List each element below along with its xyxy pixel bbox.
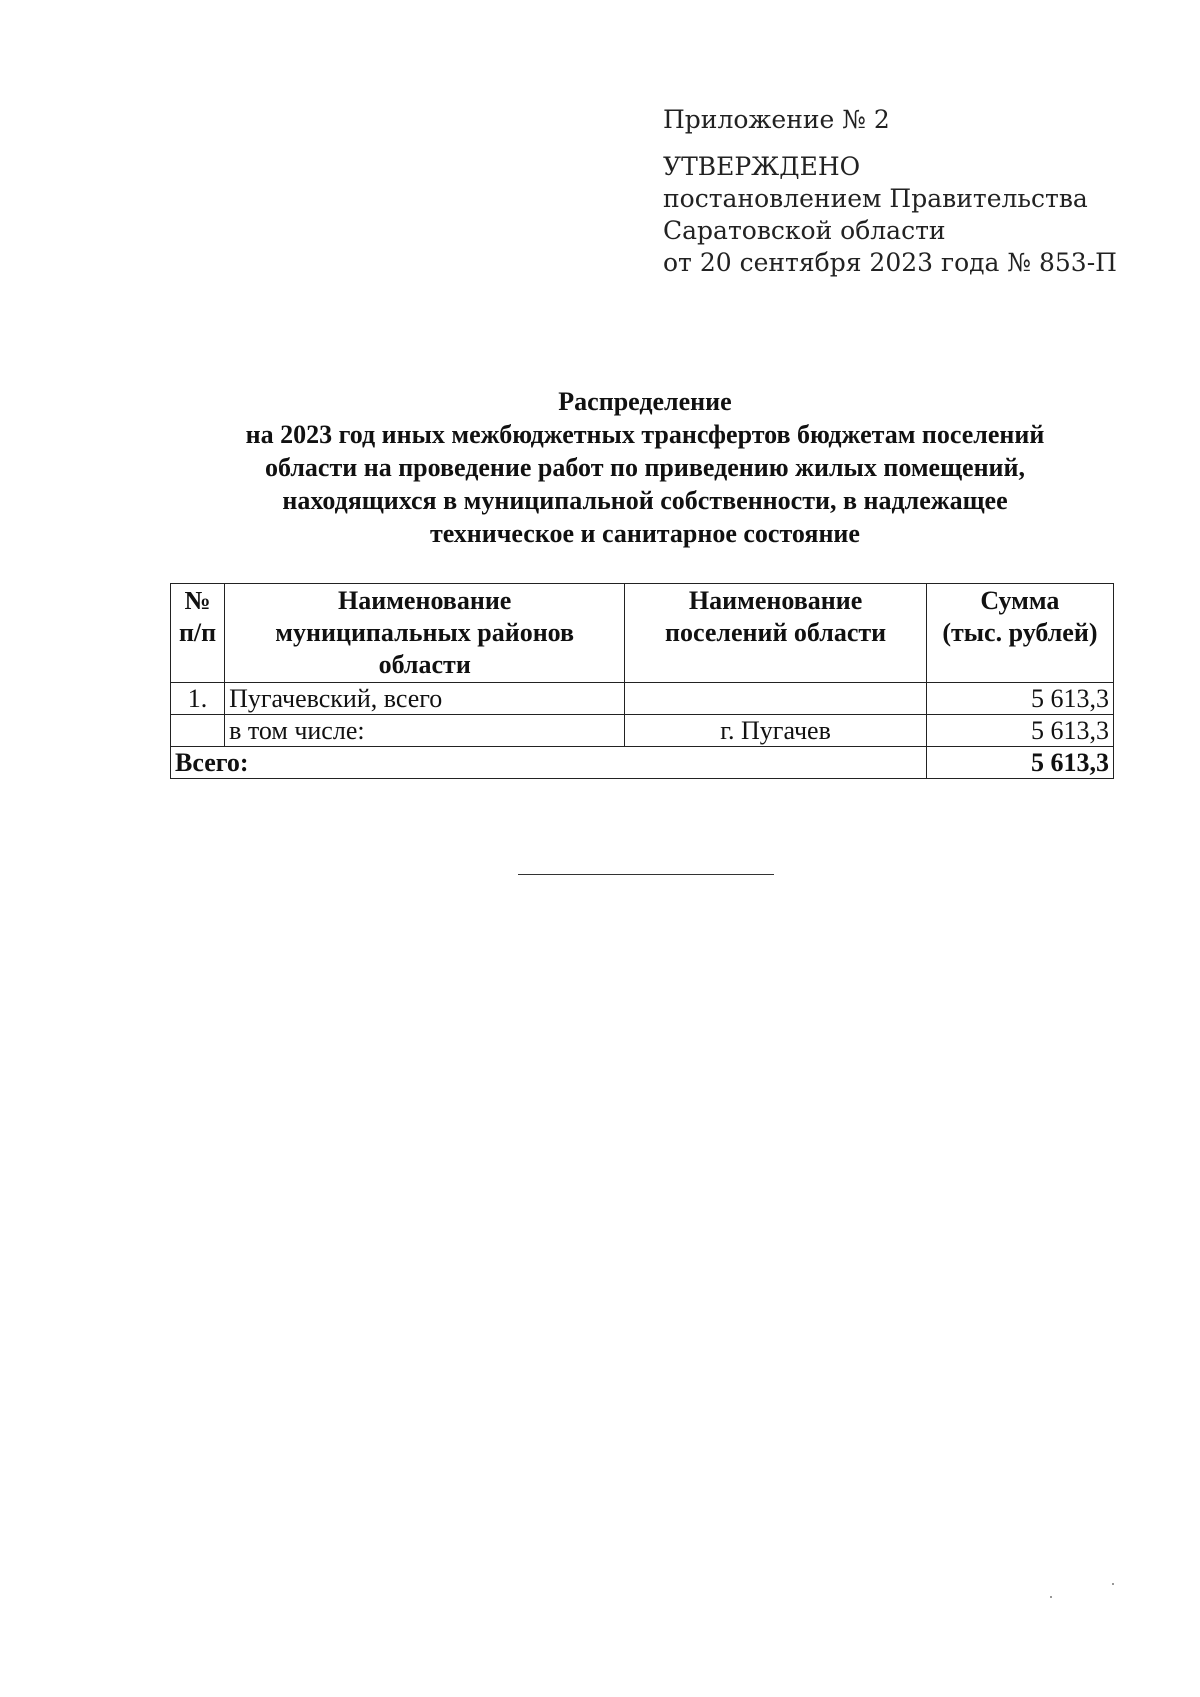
total-sum: 5 613,3 (926, 747, 1113, 779)
approval-line-1: постановлением Правительства (663, 184, 1088, 213)
district-name: Пугачевский, всего (225, 683, 625, 715)
row-number: 1. (171, 683, 225, 715)
settlement-name (625, 683, 927, 715)
table-header-row (171, 584, 1114, 683)
approved-stamp-text: УТВЕРЖДЕНО (663, 152, 861, 181)
title-line-3: области на проведение работ по приведению жилых помещений, (264, 453, 1026, 482)
distribution-table (170, 583, 1114, 779)
scan-speck (1050, 1596, 1052, 1598)
header-number: № п/п (171, 584, 225, 683)
sum-value: 5 613,3 (926, 715, 1113, 747)
district-name: в том числе: (225, 715, 625, 747)
table-total-row (171, 747, 1114, 779)
title-line-4: находящихся в муниципальной собственности, в надлежащее (282, 486, 1008, 515)
scan-speck (1112, 1583, 1114, 1585)
end-rule-divider (518, 874, 774, 875)
title-line-5: техническое и санитарное состояние (430, 519, 860, 548)
approval-block (663, 104, 1123, 279)
table-row (171, 715, 1114, 747)
approval-line-2: Саратовской области (663, 216, 946, 245)
table-row (171, 683, 1114, 715)
title-line-2: на 2023 год иных межбюджетных трансфертов бюджетам поселений (245, 420, 1045, 449)
settlement-name: г. Пугачев (625, 715, 927, 747)
header-district: Наименование муниципальных районов области (225, 584, 625, 683)
row-number (171, 715, 225, 747)
total-label: Всего: (171, 747, 927, 779)
header-sum: Сумма (тыс. рублей) (926, 584, 1113, 683)
title-line-1: Распределение (558, 387, 732, 416)
header-settlement: Наименование поселений области (625, 584, 927, 683)
document-title (170, 385, 1120, 550)
annex-number: Приложение № 2 (663, 105, 890, 134)
approval-line-3: от 20 сентября 2023 года № 853-П (663, 248, 1117, 277)
sum-value: 5 613,3 (926, 683, 1113, 715)
